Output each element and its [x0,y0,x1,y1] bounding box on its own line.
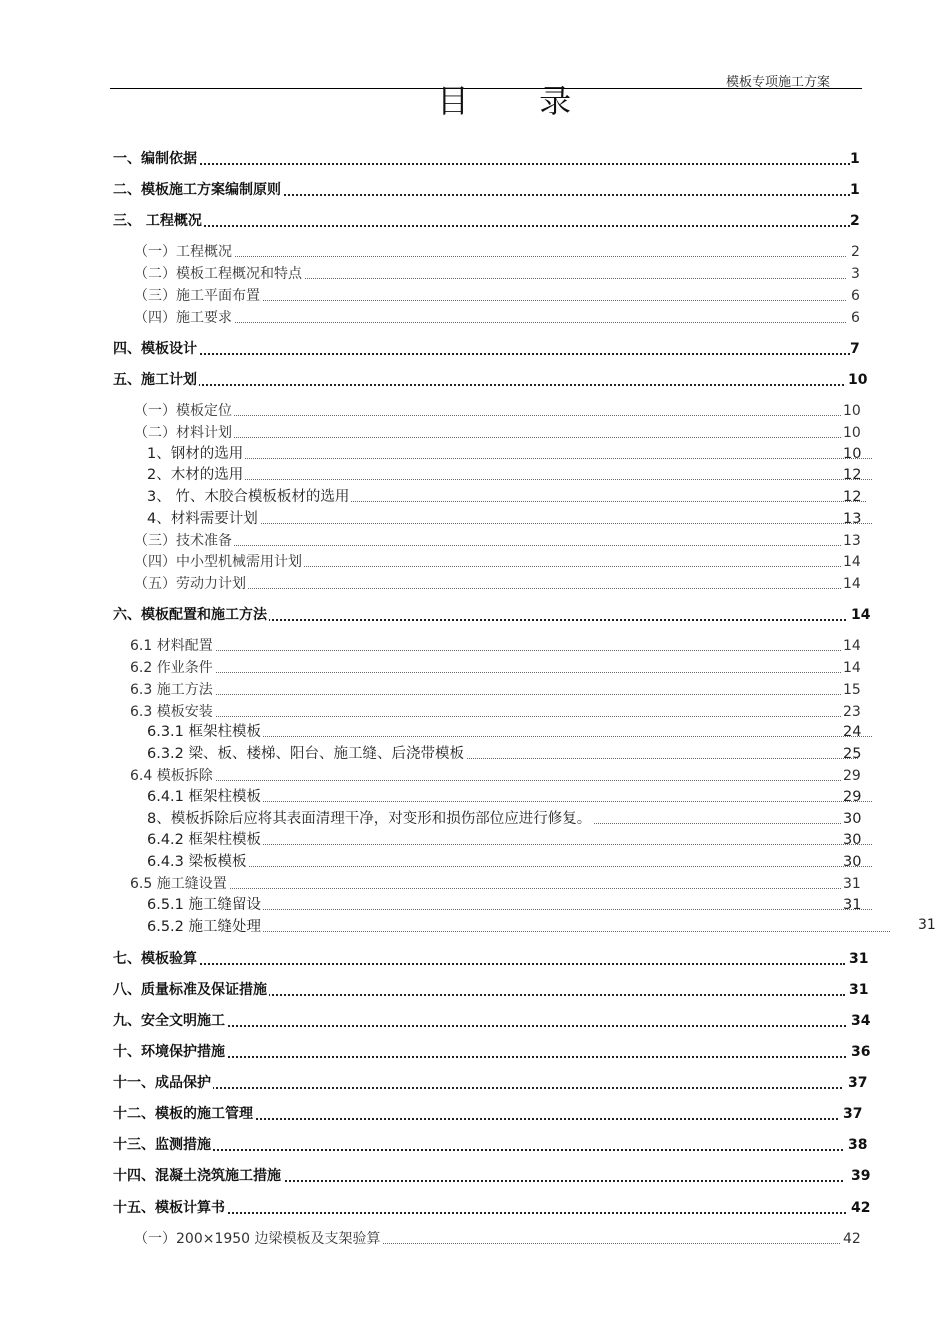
toc-dot-leader [134,256,846,257]
toc-entry-page-number: 29 [843,789,862,805]
toc-entry[interactable] [113,369,878,391]
toc-entry-page-number: 29 [843,768,861,784]
toc-entry[interactable] [147,743,888,765]
toc-entry[interactable] [113,1165,881,1187]
toc-dot-leader [130,780,841,781]
toc-entry[interactable] [134,573,873,595]
page-title: 目 录 [437,82,602,120]
toc-dot-leader [113,963,845,965]
toc-entry-page-number: 1 [850,151,860,167]
toc-entry[interactable] [113,604,881,626]
toc-entry[interactable] [147,808,873,830]
toc-entry-page-number: 30 [843,854,862,870]
toc-dot-leader [134,437,841,438]
toc-entry-label: （三）技术准备 [134,530,234,552]
toc-entry[interactable] [113,1041,881,1063]
toc-entry-label: 十五、模板计算书 [113,1197,227,1219]
toc-entry-label: 6.4 模板拆除 [130,765,215,787]
toc-entry-page-number: 3 [851,266,860,282]
toc-entry-page-number: 42 [851,1200,871,1216]
toc-entry[interactable] [113,179,880,201]
toc-entry-page-number: 30 [843,811,862,827]
toc-entry-label: 6.5.2 施工缝处理 [147,916,263,938]
toc-entry[interactable] [113,1197,881,1219]
toc-entry-page-number: 13 [843,533,861,549]
toc-entry-label: （五）劳动力计划 [134,573,248,595]
toc-dot-leader [130,672,841,673]
toc-entry-page-number: 14 [843,660,861,676]
toc-entry[interactable] [134,400,873,422]
toc-entry[interactable] [134,530,873,552]
toc-entry-label: （一）工程概况 [134,241,234,263]
toc-entry-page-number: 7 [850,341,860,357]
toc-entry[interactable] [147,894,902,916]
toc-entry-label: 6.3 施工方法 [130,679,215,701]
toc-entry[interactable] [147,486,896,508]
toc-dot-leader [134,545,841,546]
toc-entry[interactable] [134,422,873,444]
toc-entry-label: 一、编制依据 [113,148,199,170]
toc-entry[interactable] [147,508,902,530]
toc-entry-page-number: 30 [843,832,862,848]
toc-entry-label: 2、木材的选用 [147,464,245,486]
toc-entry-page-number: 37 [848,1075,868,1091]
toc-entry-page-number: 31 [849,951,869,967]
toc-entry-page-number: 2 [851,244,860,260]
toc-entry-label: 三、 工程概况 [113,210,204,232]
toc-entry-label: 4、材料需要计划 [147,508,260,530]
toc-entry-label: 6.1 材料配置 [130,635,215,657]
toc-dot-leader [147,479,872,480]
toc-entry-label: 6.4.1 框架柱模板 [147,786,263,808]
toc-entry[interactable] [147,851,902,873]
toc-entry-label: 6.3.2 梁、板、楼梯、阳台、施工缝、后浇带模板 [147,743,466,765]
toc-entry[interactable] [147,916,920,938]
toc-entry-label: 二、模板施工方案编制原则 [113,179,283,201]
toc-entry-label: 十四、混凝土浇筑施工措施 [113,1165,283,1187]
toc-entry[interactable] [147,443,902,465]
toc-entry-label: 6.5.1 施工缝留设 [147,894,263,916]
toc-entry[interactable] [134,241,881,263]
toc-entry-label: 五、施工计划 [113,369,199,391]
toc-entry-label: （一）200×1950 边梁模板及支架验算 [134,1228,383,1250]
toc-entry[interactable] [130,701,873,723]
toc-entry[interactable] [147,786,902,808]
toc-entry-label: 6.2 作业条件 [130,657,215,679]
toc-entry-label: （四）施工要求 [134,307,234,329]
toc-entry-page-number: 13 [843,511,862,527]
toc-entry-page-number: 34 [851,1013,871,1029]
toc-dot-leader [134,322,846,323]
toc-entry[interactable] [134,551,873,573]
toc-entry-page-number: 36 [851,1044,871,1060]
toc-entry-page-number: 31 [843,897,862,913]
toc-dot-leader [130,694,841,695]
toc-entry[interactable] [130,657,873,679]
toc-entry[interactable] [147,464,902,486]
toc-entry-label: 6.4.3 梁板模板 [147,851,249,873]
toc-dot-leader [113,384,844,386]
toc-entry-label: 6.5 施工缝设置 [130,873,229,895]
toc-entry[interactable] [113,1103,873,1125]
toc-entry-label: 九、安全文明施工 [113,1010,227,1032]
toc-dot-leader [134,415,841,416]
toc-dot-leader [130,888,841,889]
toc-entry-label: 十一、成品保护 [113,1072,213,1094]
toc-entry-page-number: 14 [843,576,861,592]
toc-entry-page-number: 14 [851,607,871,623]
toc-entry-page-number: 12 [843,467,862,483]
toc-dot-leader [147,458,872,459]
toc-entry[interactable] [134,307,881,329]
toc-entry-label: 八、质量标准及保证措施 [113,979,269,1001]
toc-entry-label: （四）中小型机械需用计划 [134,551,304,573]
toc-entry-label: 6.4.2 框架柱模板 [147,829,263,851]
toc-dot-leader [113,1087,842,1089]
toc-entry-label: （三）施工平面布置 [134,285,262,307]
toc-entry-label: 十二、模板的施工管理 [113,1103,255,1125]
toc-entry[interactable] [134,1228,873,1250]
toc-entry-page-number: 38 [848,1137,868,1153]
toc-entry[interactable] [134,263,881,285]
toc-entry-page-number: 6 [851,310,860,326]
toc-dot-leader [113,353,850,355]
toc-entry-label: 8、模板拆除后应将其表面清理干净，对变形和损伤部位应进行修复。 [147,808,593,830]
toc-dot-leader [130,650,841,651]
toc-overflow-page-number: 31 [918,917,936,933]
toc-entry-page-number: 10 [843,446,862,462]
toc-entry[interactable] [113,948,879,970]
toc-dot-leader [147,866,872,867]
toc-entry-label: （二）材料计划 [134,422,234,444]
toc-entry-page-number: 12 [843,489,862,505]
toc-entry-page-number: 14 [843,638,861,654]
toc-entry[interactable] [113,1072,878,1094]
toc-dot-leader [113,225,850,227]
toc-entry-page-number: 25 [843,746,862,762]
toc-entry-page-number: 42 [843,1231,861,1247]
toc-entry[interactable] [134,285,881,307]
toc-dot-leader [113,1149,843,1151]
toc-entry-page-number: 14 [843,554,861,570]
toc-entry-page-number: 23 [843,704,861,720]
toc-entry[interactable] [130,765,873,787]
toc-entry-label: 十三、监测措施 [113,1134,213,1156]
toc-entry-page-number: 15 [843,682,861,698]
toc-entry-page-number: 1 [850,182,860,198]
toc-entry-label: 十、环境保护措施 [113,1041,227,1063]
toc-entry[interactable] [113,1010,881,1032]
toc-entry-label: 七、模板验算 [113,948,199,970]
toc-entry-page-number: 2 [850,213,860,229]
toc-entry-label: 1、钢材的选用 [147,443,245,465]
toc-entry-page-number: 39 [851,1168,871,1184]
toc-entry-label: 3、 竹、木胶合模板板材的选用 [147,486,351,508]
toc-entry-label: （一）模板定位 [134,400,234,422]
toc-entry-label: 六、模板配置和施工方法 [113,604,269,626]
toc-entry-label: 6.3.1 框架柱模板 [147,721,263,743]
toc-dot-leader [113,163,850,165]
toc-entry[interactable] [130,873,873,895]
toc-entry-page-number: 10 [848,372,868,388]
toc-entry[interactable] [113,210,880,232]
toc-entry-page-number: 37 [843,1106,863,1122]
toc-entry-label: 四、模板设计 [113,338,199,360]
toc-entry-label: 6.3 模板安装 [130,701,215,723]
toc-entry-page-number: 31 [843,876,861,892]
toc-entry[interactable] [147,829,902,851]
running-header: 模板专项施工方案 [726,75,831,90]
toc-entry-label: （二）模板工程概况和特点 [134,263,304,285]
toc-entry-page-number: 6 [851,288,860,304]
toc-entry-page-number: 31 [849,982,869,998]
toc-entry[interactable] [113,979,879,1001]
toc-entry[interactable] [130,679,873,701]
toc-entry[interactable] [130,635,873,657]
toc-entry[interactable] [147,721,902,743]
toc-entry[interactable] [113,1134,878,1156]
toc-entry-page-number: 24 [843,724,862,740]
toc-entry-page-number: 10 [843,403,861,419]
toc-dot-leader [130,716,841,717]
toc-entry[interactable] [113,338,880,360]
toc-entry[interactable] [113,148,880,170]
toc-entry-page-number: 10 [843,425,861,441]
